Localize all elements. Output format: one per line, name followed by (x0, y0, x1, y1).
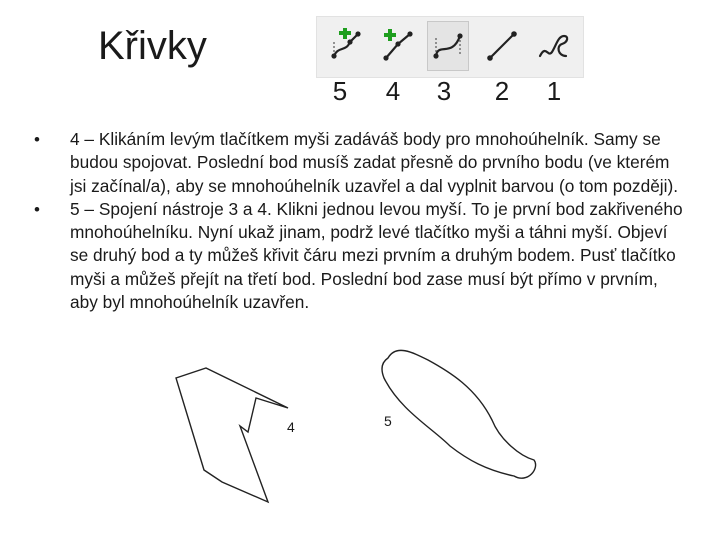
tool-number-3: 3 (436, 76, 452, 106)
tool-number-1: 1 (546, 76, 562, 106)
polygon-example-shape (176, 368, 288, 502)
bezier-example-label: 5 (384, 413, 392, 429)
bezier-example-shape (382, 350, 536, 478)
tool-number-4: 4 (385, 76, 401, 106)
polygon-example-label: 4 (287, 419, 295, 435)
bullet-bezier-polygon-tool: • 5 – Spojení nástroje 3 a 4. Klikni jednou levou myší. To je první bod zakřiveného mnohoúhelníku. Nyní ukaž jinam, podrž levé tlačítko myši a táhni myší. Objeví se druhý bod a ty můžeš křivit čáru mezi prvním a druhým bodem. Pusť tlačítko myši a můžeš přejít na třetí bod. Poslední bod zase musí být přímo v prvním, aby byl mnohoúhelník uzavřen. (46, 198, 686, 314)
tool-number-2: 2 (494, 76, 510, 106)
tool-number-5: 5 (332, 76, 348, 106)
bullet-polygon-tool: • 4 – Klikáním levým tlačítkem myši zadáváš body pro mnohoúhelník. Samy se budou spojovat. Poslední bod musíš zadat přesně do prvního bodu (ve kterém jsi začínal/a), aby se mnohoúhelník uzavřel a dal vyplnit barvou (o tom později). (46, 128, 686, 198)
slide-title: Křivky (98, 24, 207, 68)
